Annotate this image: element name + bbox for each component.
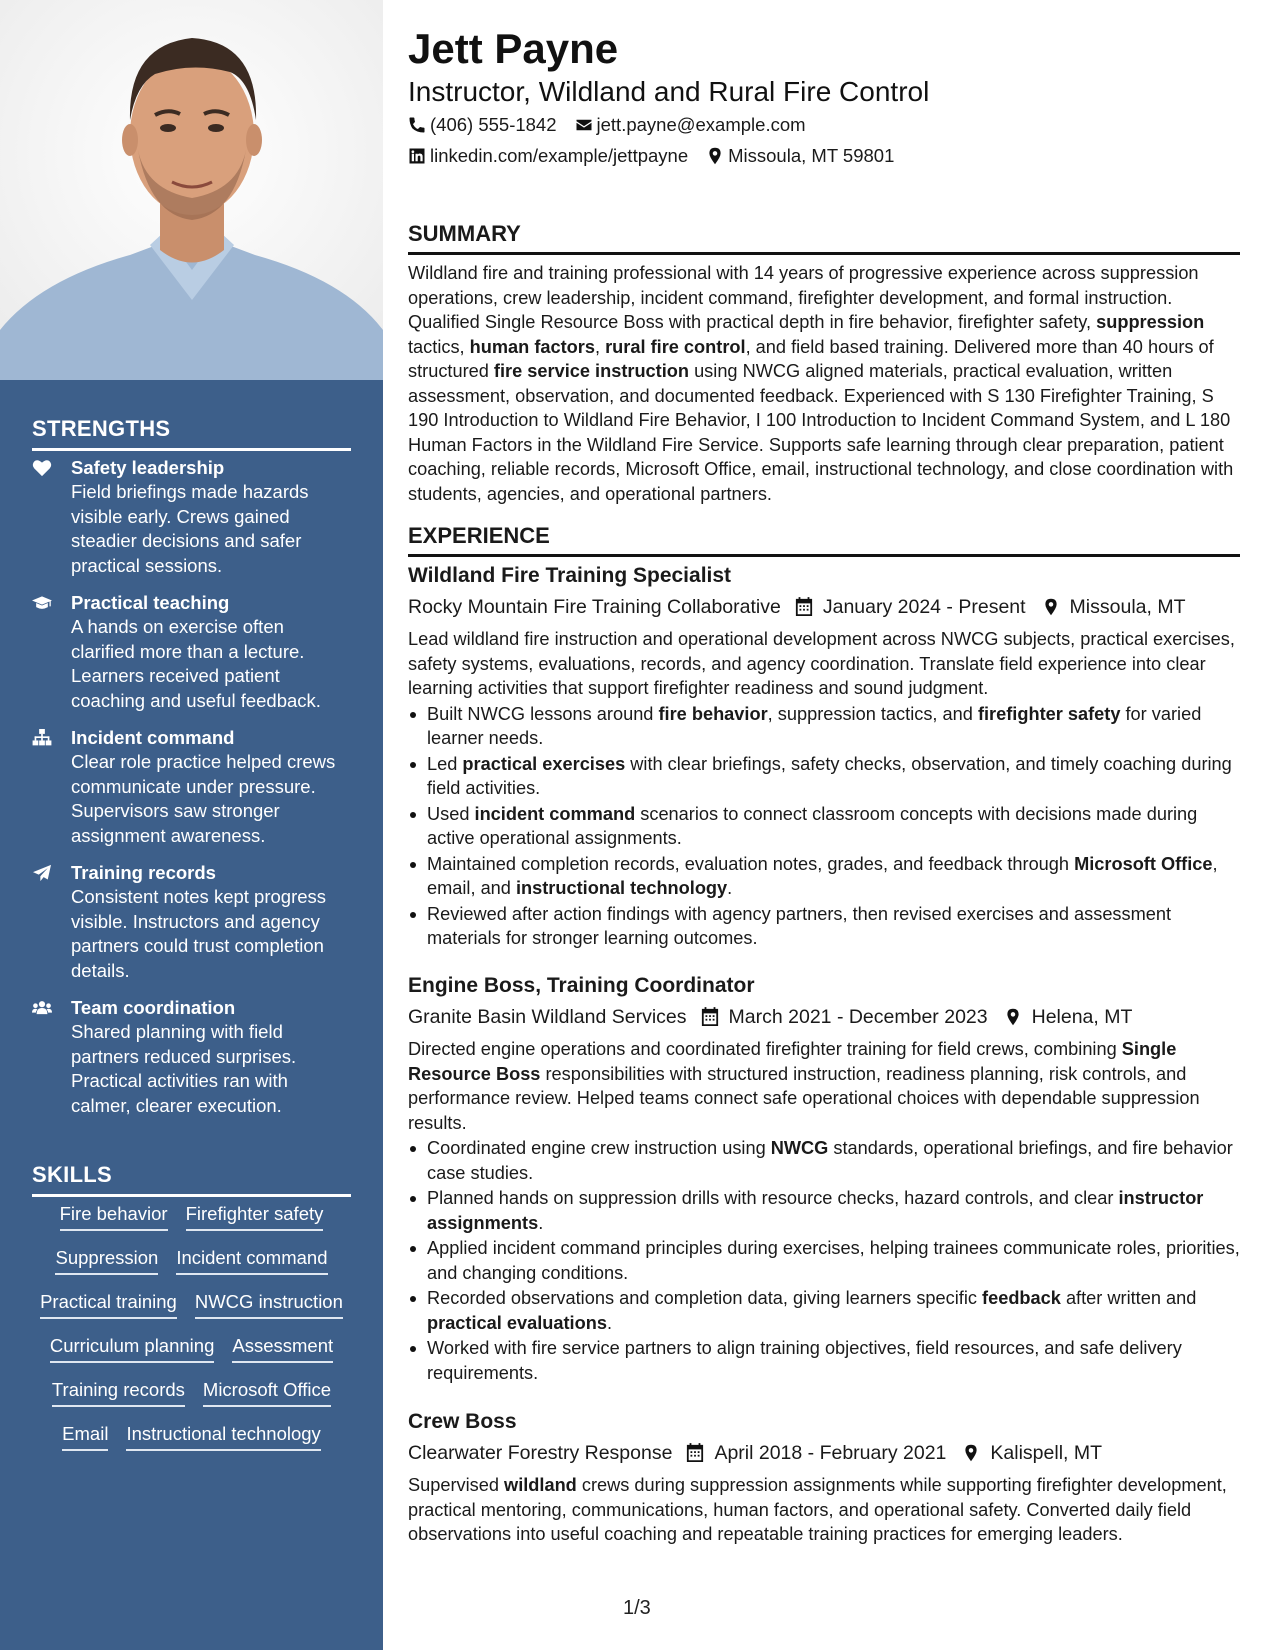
text-run: after written and (1060, 1288, 1197, 1308)
job-company: Rocky Mountain Fire Training Collaborative (408, 596, 781, 618)
email-contact[interactable] (575, 113, 806, 137)
users-icon (32, 996, 71, 1118)
job-location: Kalispell, MT (990, 1442, 1103, 1464)
bold-text: human factors (469, 336, 595, 357)
skills-list (32, 1202, 351, 1451)
bold-text: incident command (474, 803, 636, 824)
job-bullet (408, 852, 1240, 901)
job-dates: March 2021 - December 2023 (728, 1006, 988, 1028)
skill-tag: Email (62, 1422, 108, 1451)
strength-desc: Clear role practice helped crews communicate under pressure. Supervisors saw stronger assignment awareness. (71, 751, 336, 846)
job-location: Missoula, MT (1069, 596, 1186, 618)
text-run: standards, operational briefings, and fire behavior case studies. (427, 1138, 1233, 1183)
job-location: Helena, MT (1031, 1006, 1133, 1028)
text-run: Lead wildland fire instruction and operational development across NWCG subjects, practical exercises, safety systems, evaluations, records, and agency coordination. Translate field experience into clear learning activities that support firefighter readiness and sound judgment. (408, 629, 1235, 698)
text-run: Led (427, 753, 463, 774)
location-text: Missoula, MT 59801 (728, 145, 895, 166)
bold-text: Single Resource Boss (408, 1039, 1177, 1084)
text-run: with clear briefings, safety checks, observation, and timely coaching during field activities. (427, 753, 1232, 798)
bold-text: feedback (982, 1288, 1061, 1308)
text-run: Worked with fire service partners to align training objectives, field resources, and safe delivery requirements. (427, 1338, 1182, 1383)
job-bullet (408, 1336, 1240, 1385)
strengths-list (32, 456, 351, 1131)
person-headline: Instructor, Wildland and Rural Fire Control (408, 76, 930, 107)
job-bullet (408, 702, 1240, 751)
text-run: Wildland fire and training professional with 14 years of progressive experience across suppression operations, crew leadership, incident command, firefighter development, and formal instruction. Qualified Single Resource Boss with practical depth in fire behavior, firefighter safety, (408, 263, 1199, 332)
text-run: Supervised (408, 1475, 505, 1495)
job-bullets (408, 702, 1240, 951)
phone-text: (406) 555-1842 (430, 114, 557, 135)
skill-tag: Curriculum planning (50, 1334, 215, 1363)
linkedin-text: linkedin.com/example/jettpayne (430, 145, 689, 166)
job-dates: January 2024 - Present (822, 596, 1026, 618)
skill-tag: Firefighter safety (186, 1202, 324, 1231)
job-company: Clearwater Forestry Response (408, 1442, 673, 1464)
job-description (408, 627, 1240, 701)
map-pin-icon (706, 147, 724, 165)
skill-tag: Suppression (55, 1246, 158, 1275)
strength-item (32, 456, 351, 578)
profile-photo (0, 0, 383, 380)
bold-text: practical evaluations (427, 1312, 607, 1333)
job-entry (408, 562, 1240, 951)
job-meta (408, 593, 1240, 621)
graduation-cap-icon (32, 591, 71, 713)
text-run: Recorded observations and completion data, giving learners specific (427, 1288, 983, 1308)
text-run: Reviewed after action findings with agency partners, then revised exercises and assessment materials for stronger learning outcomes. (427, 903, 1172, 948)
linkedin-icon (408, 147, 426, 165)
summary-heading: SUMMARY (408, 220, 1240, 255)
job-meta (408, 1003, 1240, 1031)
text-run: Applied incident command principles during exercises, helping trainees communicate roles, priorities, and changing conditions. (427, 1238, 1240, 1283)
job-bullet (408, 1136, 1240, 1185)
contact-row-2 (408, 144, 912, 168)
job-bullet (408, 1236, 1240, 1285)
job-meta (408, 1439, 1240, 1467)
job-dates: April 2018 - February 2021 (714, 1442, 947, 1464)
text-run: . (727, 878, 733, 898)
envelope-icon (575, 116, 593, 134)
job-company: Granite Basin Wildland Services (408, 1006, 687, 1028)
sidebar (0, 0, 383, 1650)
strength-title: Practical teaching (71, 592, 230, 613)
paper-plane-icon (32, 861, 71, 983)
text-run: for varied learner needs. (427, 703, 1202, 748)
bold-text: firefighter safety (977, 703, 1121, 724)
heart-icon (32, 456, 71, 578)
text-run: . (538, 1212, 544, 1233)
bold-text: Microsoft Office (1074, 853, 1213, 874)
summary-text (408, 261, 1240, 506)
skill-tag: Microsoft Office (203, 1378, 331, 1407)
bold-text: NWCG (770, 1138, 829, 1158)
text-run: , (594, 336, 606, 357)
strength-title: Safety leadership (71, 457, 225, 478)
strength-title: Training records (71, 862, 216, 883)
skill-tag: Practical training (40, 1290, 177, 1319)
strengths-heading: STRENGTHS (32, 416, 351, 451)
page-number: 1/3 (623, 1597, 651, 1619)
strength-desc: Shared planning with field partners reduced surprises. Practical activities ran with calmer, clearer execution. (71, 1021, 297, 1116)
strength-desc: Consistent notes kept progress visible. Instructors and agency partners could trust completion details. (71, 886, 327, 981)
text-run: Used (427, 803, 475, 824)
bold-text: fire service instruction (493, 361, 690, 381)
text-run: . (606, 1312, 612, 1333)
linkedin-contact[interactable] (408, 144, 688, 168)
bold-text: wildland (504, 1475, 577, 1495)
skills-heading: SKILLS (32, 1162, 351, 1197)
calendar-icon (795, 597, 813, 617)
text-run: crews during suppression assignments while supporting firefighter development, practical mentoring, communications, human factors, and operational safety. Converted daily field observations into useful coaching and repeatable training practices for emerging leaders. (408, 1475, 1227, 1544)
strength-item (32, 726, 351, 848)
job-title: Crew Boss (408, 1410, 517, 1433)
job-bullet (408, 902, 1240, 951)
text-run: , email, and (427, 853, 1218, 898)
bold-text: rural fire control (605, 336, 746, 357)
experience-heading: EXPERIENCE (408, 522, 1240, 557)
map-pin-icon (1042, 597, 1060, 617)
bold-text: suppression (1096, 312, 1205, 332)
bold-text: practical exercises (462, 753, 626, 774)
text-run: tactics, (408, 336, 470, 357)
calendar-icon (686, 1443, 704, 1463)
contact-row-1 (408, 113, 824, 137)
job-bullet (408, 1286, 1240, 1335)
job-bullet (408, 1186, 1240, 1235)
phone-icon (408, 116, 426, 134)
job-bullet (408, 802, 1240, 851)
job-title: Engine Boss, Training Coordinator (408, 974, 755, 997)
job-bullets (408, 1136, 1240, 1385)
calendar-icon (701, 1007, 719, 1027)
skill-tag: NWCG instruction (195, 1290, 343, 1319)
job-description (408, 1037, 1240, 1135)
location-contact (706, 144, 894, 168)
text-run: Coordinated engine crew instruction using (427, 1138, 771, 1158)
strength-title: Incident command (71, 727, 235, 748)
strength-desc: Field briefings made hazards visible early. Crews gained steadier decisions and safer practical sessions. (71, 481, 309, 576)
text-run: responsibilities with structured instruction, readiness planning, risk controls, and performance review. Helped teams connect safe operational choices with dependable suppression results. (408, 1063, 1200, 1133)
strength-item (32, 591, 351, 713)
skill-tag: Training records (52, 1378, 185, 1407)
text-run: , and field based training. Delivered more than 40 hours of structured (408, 336, 1214, 381)
bold-text: instructor assignments (427, 1188, 1204, 1233)
phone-contact[interactable] (408, 113, 557, 137)
skill-tag: Fire behavior (60, 1202, 168, 1231)
profile-photo-image (0, 0, 383, 380)
job-entry (408, 972, 1240, 1385)
text-run: scenarios to connect classroom concepts with decisions made during active operational assignments. (427, 803, 1198, 848)
text-run: using NWCG aligned materials, practical evaluation, written assessment, observation, and documented feedback. Experienced with S 130 Firefighter Training, S 190 Introduction to Wildland Fire Behavior, I 100 Introduction to Incident Command System, and L 180 Human Factors in the Wildland Fire Service. Supports safe learning through clear preparation, patient coaching, reliable records, Microsoft Office, email, instructional technology, and close coordination with students, agencies, and operational partners. (408, 361, 1234, 504)
strength-desc: A hands on exercise often clarified more than a lecture. Learners received patient coaching and useful feedback. (71, 616, 321, 711)
skill-tag: Assessment (232, 1334, 333, 1363)
text-run: Built NWCG lessons around (427, 703, 659, 724)
text-run: , suppression tactics, and (767, 703, 978, 724)
skill-tag: Instructional technology (126, 1422, 320, 1451)
strength-item (32, 996, 351, 1118)
strength-item (32, 861, 351, 983)
person-name: Jett Payne (408, 25, 619, 72)
map-pin-icon (962, 1443, 980, 1463)
text-run: Planned hands on suppression drills with resource checks, hazard controls, and clear (427, 1188, 1119, 1208)
text-run: Maintained completion records, evaluation notes, grades, and feedback through (427, 853, 1075, 874)
skill-tag: Incident command (176, 1246, 327, 1275)
job-bullet (408, 752, 1240, 801)
job-description (408, 1473, 1240, 1547)
bold-text: instructional technology (515, 878, 728, 898)
email-text: jett.payne@example.com (596, 114, 806, 135)
bold-text: fire behavior (658, 703, 768, 724)
strength-title: Team coordination (71, 997, 236, 1018)
job-entry (408, 1408, 1240, 1547)
org-chart-icon (32, 726, 71, 848)
text-run: Directed engine operations and coordinated firefighter training for field crews, combining (408, 1039, 1122, 1059)
job-title: Wildland Fire Training Specialist (408, 564, 732, 587)
map-pin-icon (1004, 1007, 1022, 1027)
